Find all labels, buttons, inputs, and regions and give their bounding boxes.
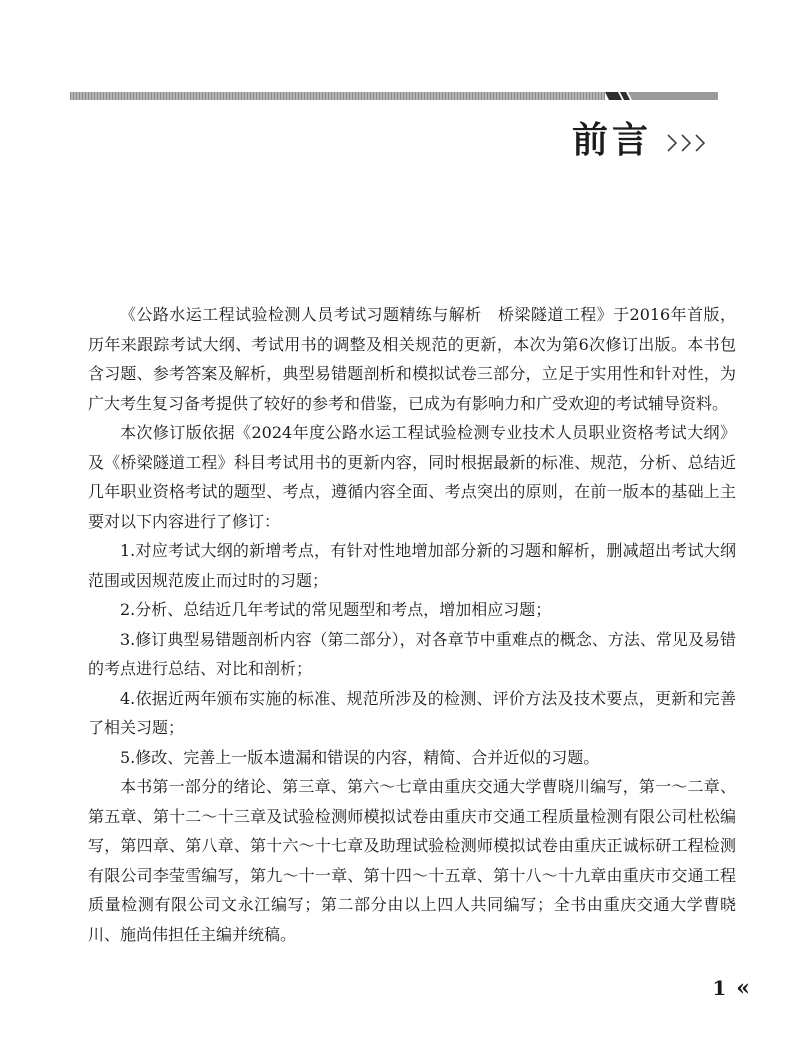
- page-footer: [712, 975, 750, 1001]
- preface-paragraph: 本次修订版依据《2024年度公路水运工程试验检测专业技术人员职业资格考试大纲》及《桥梁隧道工程》科目考试用书的更新内容，同时根据最新的标准、规范，分析、总结近几年职业资格考试的题型、考点，遵循内容全面、考点突出的原则，在前一版本的基础上主要对以下内容进行了修订：: [88, 423, 736, 531]
- preface-paragraph: 本书第一部分的绪论、第三章、第六～七章由重庆交通大学曹晓川编写，第一～二章、第五章、第十二～十三章及试验检测师模拟试卷由重庆市交通工程质量检测有限公司杜松编写，第四章、第八章、第十六～十七章及助理试验检测师模拟试卷由重庆正诚标研工程检测有限公司李莹雪编写，第九～十一章、第十四～十五章、第十八～十九章由重庆市交通工程质量检测有限公司文永江编写；第二部分由以上四人共同编写；全书由重庆交通大学曹晓川、施尚伟担任主编并统稿。: [88, 777, 736, 944]
- revision-item: 2.分析、总结近几年考试的常见题型和考点，增加相应习题；: [120, 600, 552, 619]
- preface-paragraph: 《公路水运工程试验检测人员考试习题精练与解析 桥梁隧道工程》于2016年首版，历年来跟踪考试大纲、考试用书的调整及相关规范的更新，本次为第6次修订出版。本书包含习题、参考答案及解析，典型易错题剖析和模拟试卷三部分，立足于实用性和针对性，为广大考生复习备考提供了较好的参考和借鉴，已成为有影响力和广受欢迎的考试辅导资料。: [88, 305, 736, 413]
- preface-body: [88, 300, 736, 949]
- page-title: 前言: [572, 120, 653, 161]
- revision-item: 3.修订典型易错题剖析内容（第二部分），对各章节中重难点的概念、方法、常见及易错的考点进行总结、对比和剖析；: [88, 629, 736, 678]
- triple-chevron-icon: [666, 132, 712, 154]
- double-chevron-left-icon: «: [736, 975, 750, 1001]
- revision-item: 5.修改、完善上一版本遗漏和错误的内容，精简、合并近似的习题。: [120, 747, 600, 767]
- revision-item: 4.依据近两年颁布实施的标准、规范所涉及的检测、评价方法及技术要点，更新和完善了相关习题；: [88, 688, 736, 737]
- page-number: 1: [712, 976, 727, 1000]
- page-title-block: [572, 112, 712, 163]
- revision-item: 1.对应考试大纲的新增考点，有针对性地增加部分新的习题和解析，删减超出考试大纲范围或因规范废止而过时的习题；: [88, 541, 736, 590]
- header-decorative-rule: [70, 92, 718, 100]
